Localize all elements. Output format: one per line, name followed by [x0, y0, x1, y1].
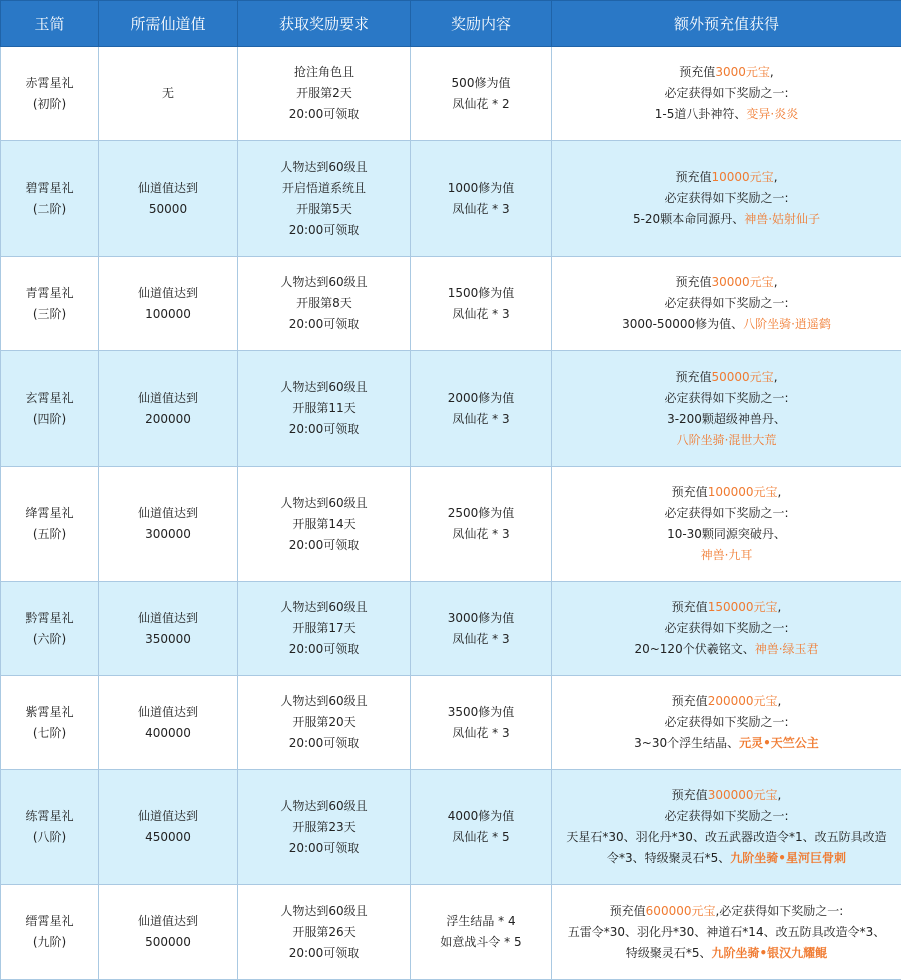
extra-text: 1-5道八卦神符、 [655, 107, 747, 121]
cell-line: 20:00可领取 [242, 314, 406, 335]
reward-content-cell [411, 885, 552, 980]
requirement-cell [238, 257, 411, 351]
cell-line: 凤仙花 * 3 [415, 304, 547, 325]
highlight-text: 600000元宝 [646, 904, 716, 918]
extra-text: , [778, 694, 782, 708]
required-value-cell [99, 582, 238, 676]
extra-line [556, 785, 897, 806]
cell-line: 仙道值达到 [103, 503, 233, 524]
jade-slip-cell [1, 885, 99, 980]
header-extra-precharge: 额外预充值获得 [552, 1, 901, 47]
cell-line: 无 [103, 83, 233, 104]
cell-line: 3000修为值 [415, 608, 547, 629]
cell-line: 开启悟道系统且 [242, 178, 406, 199]
header-jade-slip: 玉简 [1, 1, 99, 47]
cell-line: 人物达到60级且 [242, 272, 406, 293]
cell-line: 人物达到60级且 [242, 901, 406, 922]
cell-line: 开服第5天 [242, 199, 406, 220]
cell-line: 凤仙花 * 3 [415, 524, 547, 545]
extra-text: 五雷令*30、羽化丹*30、神道石*14、改五防具改造令*3、 [568, 925, 885, 939]
extra-line [556, 482, 897, 503]
header-required-value: 所需仙道值 [99, 1, 238, 47]
cell-line: 开服第11天 [242, 398, 406, 419]
highlight-text: 八阶坐骑·混世大荒 [677, 433, 777, 447]
cell-line: 450000 [103, 827, 233, 848]
cell-line: 凤仙花 * 3 [415, 199, 547, 220]
extra-text: , [774, 275, 778, 289]
cell-line: 350000 [103, 629, 233, 650]
extra-text: 预充值 [679, 65, 715, 79]
cell-line: 3500修为值 [415, 702, 547, 723]
highlight-text: 3000元宝 [715, 65, 770, 79]
required-value-cell [99, 676, 238, 770]
jade-slip-cell [1, 676, 99, 770]
cell-line: 仙道值达到 [103, 178, 233, 199]
extra-line [556, 827, 897, 848]
cell-line: (三阶) [5, 304, 94, 325]
cell-line: 仙道值达到 [103, 702, 233, 723]
required-value-cell [99, 467, 238, 582]
highlight-text: 九阶坐骑•星河巨骨刺 [730, 851, 846, 865]
extra-text: , [774, 370, 778, 384]
extra-line [556, 618, 897, 639]
cell-line: 1000修为值 [415, 178, 547, 199]
reward-content-cell [411, 351, 552, 467]
extra-precharge-cell [552, 770, 901, 885]
extra-line [556, 430, 897, 451]
cell-line: 开服第20天 [242, 712, 406, 733]
extra-text: 预充值 [675, 170, 711, 184]
highlight-text: 神兽·姑射仙子 [744, 212, 820, 226]
cell-line: (九阶) [5, 932, 94, 953]
extra-precharge-cell [552, 467, 901, 582]
header-reward-content: 奖励内容 [411, 1, 552, 47]
jade-slip-cell [1, 257, 99, 351]
reward-content-cell [411, 141, 552, 257]
extra-text: ,必定获得如下奖励之一: [715, 904, 843, 918]
cell-line: 500000 [103, 932, 233, 953]
cell-line: 2500修为值 [415, 503, 547, 524]
extra-line [556, 545, 897, 566]
cell-line: 500修为值 [415, 73, 547, 94]
cell-line: 赤霄星礼 [5, 73, 94, 94]
required-value-cell [99, 257, 238, 351]
cell-line: 20:00可领取 [242, 943, 406, 964]
extra-line [556, 712, 897, 733]
highlight-text: 50000元宝 [712, 370, 774, 384]
jade-slip-cell [1, 47, 99, 141]
cell-line: 100000 [103, 304, 233, 325]
extra-text: 3000-50000修为值、 [622, 317, 743, 331]
extra-line [556, 409, 897, 430]
cell-line: 青霄星礼 [5, 283, 94, 304]
extra-precharge-cell [552, 47, 901, 141]
highlight-text: 八阶坐骑·逍遥鹤 [743, 317, 831, 331]
requirement-cell [238, 582, 411, 676]
requirement-cell [238, 467, 411, 582]
extra-text: 预充值 [672, 485, 708, 499]
cell-line: 20:00可领取 [242, 104, 406, 125]
cell-line: 人物达到60级且 [242, 493, 406, 514]
reward-content-cell [411, 582, 552, 676]
table-row [1, 47, 901, 141]
cell-line: 紫霄星礼 [5, 702, 94, 723]
extra-text: 令*3、特级聚灵石*5、 [607, 851, 730, 865]
extra-line [556, 314, 897, 335]
extra-line [556, 367, 897, 388]
cell-line: 20:00可领取 [242, 535, 406, 556]
jade-slip-cell [1, 351, 99, 467]
extra-text: 3-200颗超级神兽丹、 [667, 412, 786, 426]
extra-text: 必定获得如下奖励之一: [664, 86, 788, 100]
extra-line [556, 167, 897, 188]
required-value-cell [99, 770, 238, 885]
table-row [1, 676, 901, 770]
extra-text: , [778, 485, 782, 499]
extra-line [556, 272, 897, 293]
cell-line: 仙道值达到 [103, 283, 233, 304]
highlight-text: 10000元宝 [712, 170, 774, 184]
reward-content-cell [411, 257, 552, 351]
extra-line [556, 388, 897, 409]
required-value-cell [99, 885, 238, 980]
cell-line: 开服第2天 [242, 83, 406, 104]
extra-line [556, 922, 897, 943]
table-row [1, 351, 901, 467]
highlight-text: 30000元宝 [712, 275, 774, 289]
table-body [1, 47, 901, 980]
extra-text: 必定获得如下奖励之一: [664, 506, 788, 520]
extra-text: 必定获得如下奖励之一: [664, 621, 788, 635]
highlight-text: 300000元宝 [708, 788, 778, 802]
highlight-text: 元灵•天竺公主 [739, 736, 819, 750]
cell-line: 凤仙花 * 3 [415, 723, 547, 744]
extra-line [556, 639, 897, 660]
requirement-cell [238, 351, 411, 467]
extra-line [556, 691, 897, 712]
cell-line: 仙道值达到 [103, 388, 233, 409]
table-row [1, 582, 901, 676]
header-requirement: 获取奖励要求 [238, 1, 411, 47]
table-row [1, 141, 901, 257]
required-value-cell [99, 47, 238, 141]
cell-line: 200000 [103, 409, 233, 430]
cell-line: 玄霄星礼 [5, 388, 94, 409]
extra-precharge-cell [552, 141, 901, 257]
cell-line: 开服第14天 [242, 514, 406, 535]
extra-text: 5-20颗本命同源丹、 [633, 212, 744, 226]
cell-line: 开服第23天 [242, 817, 406, 838]
cell-line: 人物达到60级且 [242, 157, 406, 178]
extra-line [556, 62, 897, 83]
jade-slip-cell [1, 582, 99, 676]
extra-text: 必定获得如下奖励之一: [664, 191, 788, 205]
reward-content-cell [411, 676, 552, 770]
cell-line: 凤仙花 * 3 [415, 629, 547, 650]
cell-line: 人物达到60级且 [242, 377, 406, 398]
cell-line: 开服第8天 [242, 293, 406, 314]
extra-line [556, 733, 897, 754]
table-row [1, 467, 901, 582]
cell-line: 仙道值达到 [103, 911, 233, 932]
reward-content-cell [411, 770, 552, 885]
extra-line [556, 806, 897, 827]
extra-text: 预充值 [610, 904, 646, 918]
cell-line: 抢注角色且 [242, 62, 406, 83]
cell-line: 凤仙花 * 5 [415, 827, 547, 848]
requirement-cell [238, 770, 411, 885]
highlight-text: 神兽·九耳 [701, 548, 753, 562]
extra-precharge-cell [552, 676, 901, 770]
cell-line: 50000 [103, 199, 233, 220]
cell-line: 缙霄星礼 [5, 911, 94, 932]
jade-slip-cell [1, 770, 99, 885]
extra-line [556, 293, 897, 314]
cell-line: 400000 [103, 723, 233, 744]
cell-line: (六阶) [5, 629, 94, 650]
extra-text: 预充值 [672, 600, 708, 614]
cell-line: 20:00可领取 [242, 220, 406, 241]
cell-line: 浮生结晶 * 4 [415, 911, 547, 932]
extra-text: , [778, 788, 782, 802]
required-value-cell [99, 351, 238, 467]
extra-text: 特级聚灵石*5、 [626, 946, 712, 960]
required-value-cell [99, 141, 238, 257]
cell-line: 如意战斗令 * 5 [415, 932, 547, 953]
extra-line [556, 848, 897, 869]
extra-precharge-cell [552, 257, 901, 351]
extra-line [556, 209, 897, 230]
cell-line: 人物达到60级且 [242, 691, 406, 712]
table-header-row [1, 1, 901, 47]
cell-line: (七阶) [5, 723, 94, 744]
jade-slip-cell [1, 467, 99, 582]
requirement-cell [238, 47, 411, 141]
cell-line: 凤仙花 * 3 [415, 409, 547, 430]
table-row [1, 770, 901, 885]
requirement-cell [238, 676, 411, 770]
extra-text: , [778, 600, 782, 614]
extra-text: 20~120个伏羲铭文、 [634, 642, 754, 656]
extra-line [556, 104, 897, 125]
extra-line [556, 503, 897, 524]
jade-slip-cell [1, 141, 99, 257]
extra-text: 必定获得如下奖励之一: [664, 809, 788, 823]
cell-line: 仙道值达到 [103, 806, 233, 827]
table-row [1, 885, 901, 980]
highlight-text: 200000元宝 [708, 694, 778, 708]
highlight-text: 变异·炎炎 [746, 107, 798, 121]
cell-line: 黔霄星礼 [5, 608, 94, 629]
highlight-text: 九阶坐骑•银汉九耀鲲 [711, 946, 827, 960]
cell-line: 1500修为值 [415, 283, 547, 304]
extra-text: 预充值 [675, 370, 711, 384]
cell-line: (五阶) [5, 524, 94, 545]
cell-line: (四阶) [5, 409, 94, 430]
cell-line: (二阶) [5, 199, 94, 220]
table-row [1, 257, 901, 351]
cell-line: 人物达到60级且 [242, 597, 406, 618]
reward-content-cell [411, 467, 552, 582]
requirement-cell [238, 141, 411, 257]
cell-line: 绛霄星礼 [5, 503, 94, 524]
reward-content-cell [411, 47, 552, 141]
extra-line [556, 188, 897, 209]
cell-line: 凤仙花 * 2 [415, 94, 547, 115]
cell-line: 20:00可领取 [242, 419, 406, 440]
extra-line [556, 943, 897, 964]
extra-text: , [774, 170, 778, 184]
extra-line [556, 597, 897, 618]
extra-text: , [770, 65, 774, 79]
extra-text: 预充值 [672, 694, 708, 708]
highlight-text: 150000元宝 [708, 600, 778, 614]
cell-line: 300000 [103, 524, 233, 545]
extra-text: 3~30个浮生结晶、 [634, 736, 739, 750]
cell-line: 练霄星礼 [5, 806, 94, 827]
cell-line: (初阶) [5, 94, 94, 115]
extra-text: 预充值 [675, 275, 711, 289]
extra-precharge-cell [552, 885, 901, 980]
cell-line: (八阶) [5, 827, 94, 848]
cell-line: 20:00可领取 [242, 733, 406, 754]
extra-text: 必定获得如下奖励之一: [664, 715, 788, 729]
extra-text: 10-30颗同源突破丹、 [667, 527, 786, 541]
extra-text: 天星石*30、羽化丹*30、改五武器改造令*1、改五防具改造 [566, 830, 886, 844]
extra-precharge-cell [552, 351, 901, 467]
extra-line [556, 83, 897, 104]
cell-line: 碧霄星礼 [5, 178, 94, 199]
extra-text: 必定获得如下奖励之一: [664, 391, 788, 405]
highlight-text: 100000元宝 [708, 485, 778, 499]
cell-line: 开服第17天 [242, 618, 406, 639]
extra-precharge-cell [552, 582, 901, 676]
extra-text: 预充值 [672, 788, 708, 802]
cell-line: 20:00可领取 [242, 639, 406, 660]
cell-line: 4000修为值 [415, 806, 547, 827]
requirement-cell [238, 885, 411, 980]
cell-line: 2000修为值 [415, 388, 547, 409]
cell-line: 开服第26天 [242, 922, 406, 943]
highlight-text: 神兽·绿玉君 [755, 642, 819, 656]
cell-line: 仙道值达到 [103, 608, 233, 629]
extra-line [556, 524, 897, 545]
cell-line: 人物达到60级且 [242, 796, 406, 817]
cell-line: 20:00可领取 [242, 838, 406, 859]
extra-text: 必定获得如下奖励之一: [664, 296, 788, 310]
extra-line [556, 901, 897, 922]
